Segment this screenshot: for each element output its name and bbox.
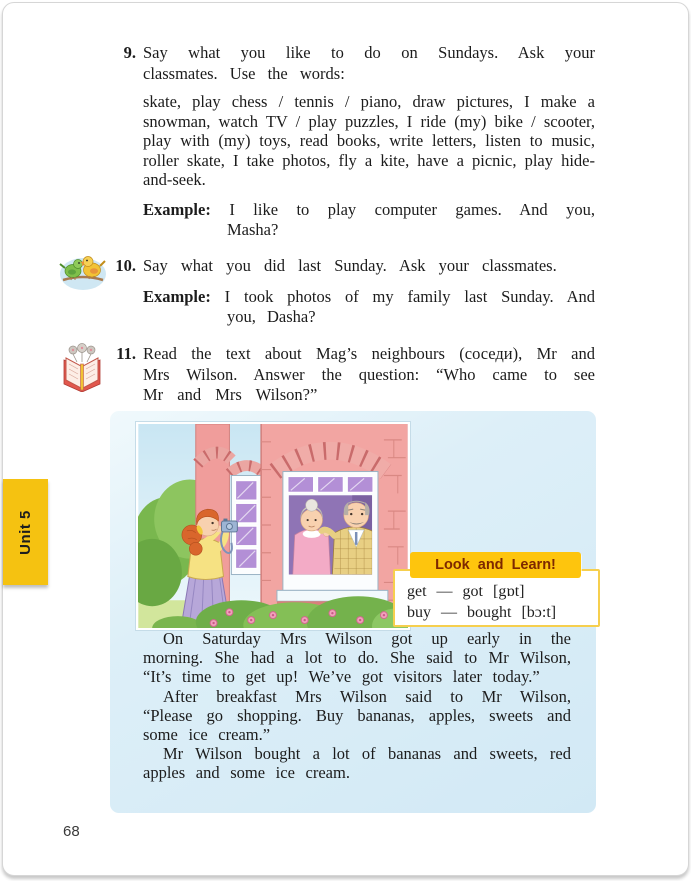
page-number: 68	[63, 823, 80, 840]
unit-5-tab	[3, 479, 48, 585]
story-paragraph: Mr Wilson bought a lot of bananas and sweets, red apples and some ice cream.	[143, 744, 571, 783]
reading-panel	[110, 411, 596, 813]
look-and-learn-title: Look and Learn!	[435, 557, 556, 573]
example-text: I like to play computer games. And you, Masha?	[227, 199, 595, 240]
vocab-line-buy: buy — bought [bɔ:t]	[407, 604, 557, 621]
exercise-10	[115, 256, 595, 328]
exercise-11-task: Read the text about Mag’s neighbours (соседи), Mr and Mrs Wilson. Answer the question: “Who came to see Mr and Mrs Wilson?”	[143, 344, 595, 404]
exercise-9-word-list: skate, play chess / tennis / piano, draw pictures, I make a snowman, watch TV / play puzzles, I ride (my) bike / scooter, play with (my) toys, read books, write letters, listen to music, roller skate, I take photos, fly a kite, have a picnic, play hide-and-seek.	[143, 92, 595, 190]
two-birds-icon	[59, 250, 107, 298]
example-label: Example:	[143, 199, 211, 219]
exercise-10-task: Say what you did last Sunday. Ask your classmates.	[143, 256, 557, 275]
example-text: I took photos of my family last Sunday. And you, Dasha?	[224, 286, 595, 326]
exercise-9-example	[143, 200, 595, 241]
exercise-10-example	[143, 287, 595, 328]
look-and-learn-banner	[410, 552, 581, 578]
exercise-10-number: 10.	[115, 256, 136, 275]
exercise-9-number: 9.	[123, 43, 136, 62]
story-text	[143, 629, 571, 783]
vocab-line-get: get — got [gɒt]	[407, 583, 525, 600]
example-label: Example:	[143, 286, 211, 306]
open-book-icon	[59, 342, 105, 398]
story-paragraph: After breakfast Mrs Wilson said to Mr Wilson, “Please go shopping. Buy bananas, apples, sweets and some ice cream.”	[143, 686, 571, 745]
unit-5-tab-label: Unit 5	[16, 509, 34, 555]
exercise-9	[123, 43, 595, 241]
story-paragraph: On Saturday Mrs Wilson got up early in the morning. She had a lot to do. She said to Mr Wilson, “It’s time to get up! We’ve got visitors later today.”	[143, 629, 571, 687]
exercise-9-task: Say what you like to do on Sundays. Ask your classmates. Use the words:	[143, 43, 595, 83]
exercise-11-number: 11.	[116, 344, 136, 363]
textbook-page	[2, 2, 689, 876]
story-illustration	[135, 421, 411, 631]
exercise-11	[116, 344, 595, 406]
